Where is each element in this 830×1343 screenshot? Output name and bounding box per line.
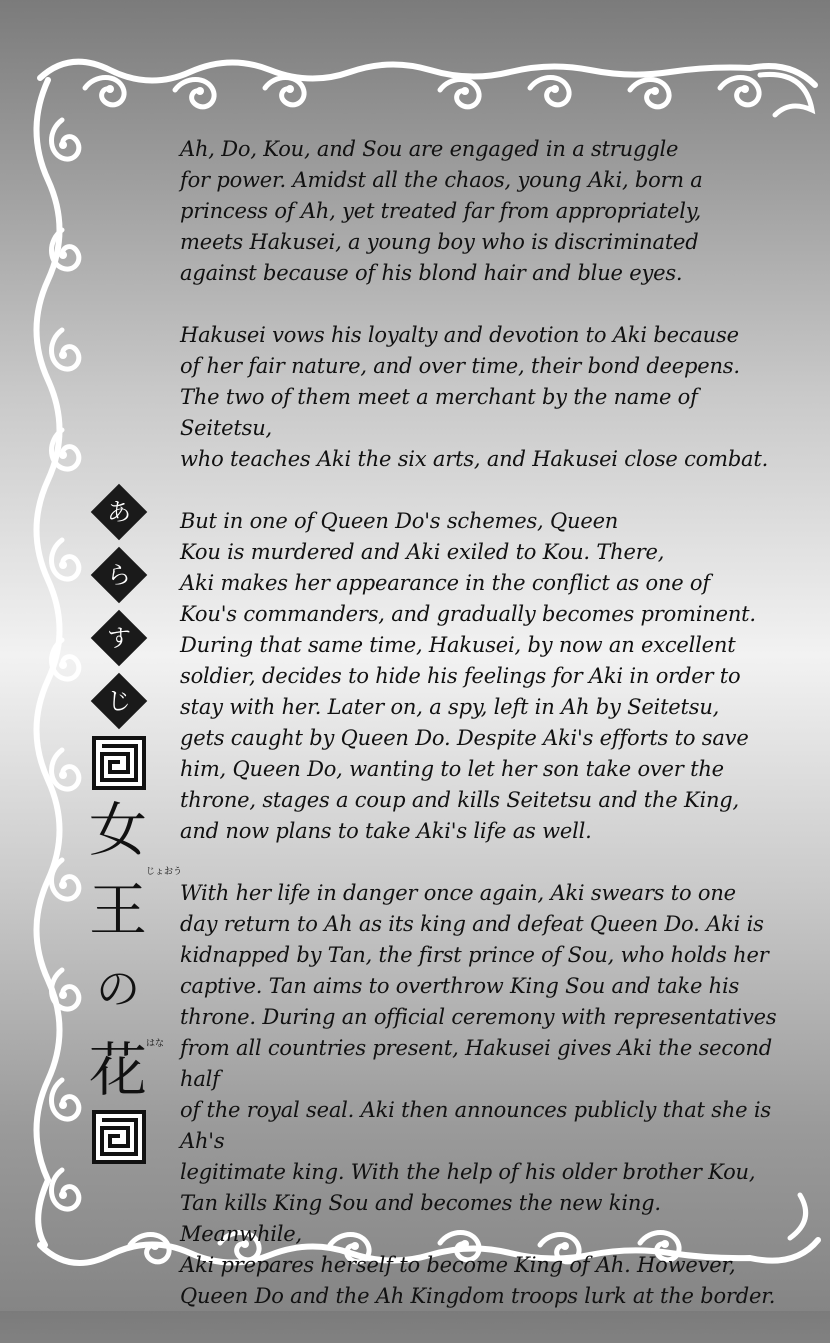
heading-diamond-4 [86,673,152,733]
summary-paragraph-4: With her life in danger once again, Aki swears to one day return to Ah as its king and defeat Queen Do. Aki is kidnapped by Tan, the first prince of Sou, who holds her captive. Tan aims to overthrow King Sou and take his throne. During an official ceremony with representatives from all countries present, Hakusei gives Aki the second half of the royal seal. Aki then announces publicly that she is Ah's legitimate king. With the help of his older brother Kou, Tan kills King Sou and becomes the new king. Meanwhile, Aki prepares herself to become King of Ah. However, Queen Do and the Ah Kingdom troops lurk at the border. [180,881,777,1308]
summary-paragraph-3: But in one of Queen Do's schemes, Queen Kou is murdered and Aki exiled to Kou. There, Aki makes her appearance in the conflict as one of Kou's commanders, and gradually becomes prominent. During that same time, Hakusei, by now an excellent soldier, decides to hide his feelings for Aki in order to stay with her. Later on, a spy, left in Ah by Seitetsu, gets caught by Queen Do. Despite Aki's efforts to save him, Queen Do, wanting to let her son take over the throne, stages a coup and kills Seitetsu and the King, and now plans to take Aki's life as well. [180,509,756,843]
heading-char: す [107,624,131,652]
knot-ornament-icon [92,1110,146,1164]
heading-char: ら [107,561,131,589]
title-char-4: 花 [88,1036,147,1104]
furigana-queen: じょおう [146,867,183,877]
title-char-2: 王 [88,876,147,944]
summary-paragraph-2: Hakusei vows his loyalty and devotion to Aki because of her fair nature, and over time, their bond deepens. The two of them meet a merchant by the name of Seitetsu, who teaches Aki the six arts, and Hakusei close combat. [180,323,769,471]
knot-ornament-icon [92,736,146,790]
sidebar-title-column [86,484,156,1164]
heading-diamond-3 [86,610,152,670]
title-char-1: 女 [88,796,147,864]
heading-diamond-1 [86,484,152,544]
heading-diamond-2 [86,547,152,607]
heading-char: じ [107,687,131,715]
title-char-3: の [96,964,140,1015]
furigana-flower: はな [146,1039,165,1049]
summary-paragraph-1: Ah, Do, Kou, and Sou are engaged in a struggle for power. Amidst all the chaos, young Aki, born a princess of Ah, yet treated far from appropriately, meets Hakusei, a young boy who is discriminated against because of his blond hair and blue eyes. [180,137,703,285]
story-summary [180,134,780,1343]
heading-char: あ [107,498,131,526]
